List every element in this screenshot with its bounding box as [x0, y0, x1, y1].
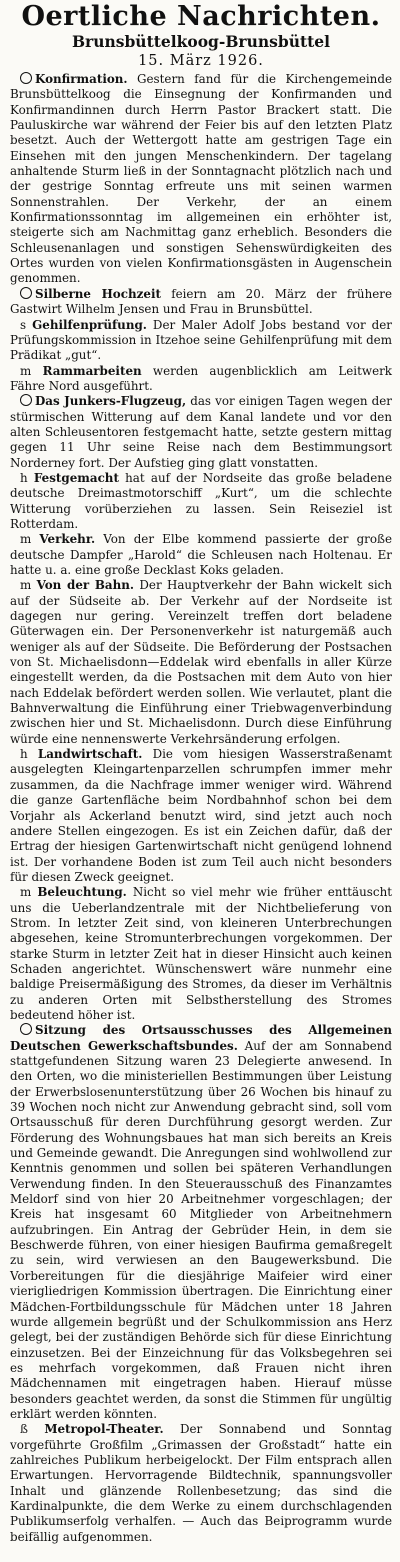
item-text: Auf der am Sonnabend stattgefundenen Sitzung waren 23 Delegierte anwesend. In den Orten, wo die ministeriellen Bestimmungen über Leistung der Erwerbslosenunterstützung über 26 Wochen bis hinauf zu 39 Wochen noch nicht zur Anwendung gebracht sind, soll vom Ortsausschuß für deren Durchführung gesorgt werden. Zur Förderung des Wohnungsbaues hat man sich bereits an Kreis und Gemeinde gewandt. Die Anregungen sind wohlwollend zur Kenntnis genommen und sollen bei späteren Verhandlungen Verwendung finden. In den Steuerausschuß des Finanzamtes Meldorf sind von hier 20 Arbeitnehmer vorgeschlagen; der Kreis hat insgesamt 60 Mitglieder von Arbeitnehmern aufzubringen. Ein Antrag der Gebrüder Hein, in dem sie Beschwerde führen, von einer hiesigen Baufirma gemaßregelt zu sein, wird verwiesen an den Baugewerksbund. Die Vorbereitungen für die diesjährige Maifeier wird einer vierigliedrigen Kommission übertragen. Die Einrichtung einer Mädchen-Fortbildungsschule für Mädchen unter 18 Jahren wurde allgemein begrüßt und der Schulkommission ans Herz gelegt, bei der zuständigen Behörde sich für diese Einrichtung einzusetzen. Bei der Einzeichnung für das Volksbegehren sei es mehrfach vorgekommen, daß Frauen nicht ihren Mädchennamen mit eingetragen haben. Hierauf müsse besonders geachtet werden, da sonst die Stimmen für ungültig erklärt werden könnten.: [10, 1038, 393, 1421]
circle-bullet-icon: [20, 394, 32, 406]
item-heading: Landwirtschaft.: [37, 747, 143, 762]
item-heading: Sitzung des Ortsausschusses des Allgemeinen Deutschen Gewerkschaftsbundes.: [10, 1023, 392, 1053]
item-text: feiern am 20. März der frühere Gastwirt Wilhelm Jensen und Frau in Brunsbüttel.: [10, 286, 392, 317]
circle-bullet-icon: [20, 1023, 32, 1035]
news-item: [10, 72, 392, 287]
item-marker: ß: [20, 1422, 45, 1437]
news-item: [10, 318, 392, 364]
masthead: [10, 2, 392, 70]
item-marker: m: [20, 885, 38, 900]
item-text: Der Maler Adolf Jobs bestand vor der Prüfungskommission in Itzehoe seine Gehilfenprüfung mit dem Prädikat „gut“.: [10, 317, 392, 363]
news-item: [10, 364, 392, 395]
locality-subtitle: Brunsbüttelkoog-Brunsbüttel: [71, 32, 331, 51]
news-item: [10, 1023, 392, 1422]
circle-bullet-icon: [20, 287, 32, 299]
news-item: [10, 885, 392, 1023]
circle-bullet-icon: [20, 72, 32, 84]
item-heading: Verkehr.: [39, 532, 96, 547]
item-marker: h: [20, 747, 38, 762]
item-heading: Von der Bahn.: [36, 578, 135, 593]
news-item: [10, 747, 392, 885]
item-text: Gestern fand für die Kirchengemeinde Brunsbüttelkoog die Einsegnung der Konfirmanden und Konfirmandinnen durch Herrn Pastor Brackert statt. Die Pauluskirche war während der Feier bis auf den letzten Platz besetzt. Auch der Wettergott hatte am gestrigen Tage ein Einsehen mit den jungen Menschenkindern. Der tagelang anhaltende Sturm ließ in der Sonntagnacht plötzlich nach und der gestrige Sonntag erfreute uns mit seinen warmen Sonnenstrahlen. Der Verkehr, der an einem Konfirmationssonntag im allgemeinen ein erhöhter ist, steigerte sich am Nachmittag ganz erheblich. Besonders die Schleusenanlagen und sonstigen Sehenswürdigkeiten des Ortes wurden von vielen Konfirmationsgästen in Augenschein genommen.: [10, 72, 392, 286]
item-marker: m: [20, 578, 37, 593]
item-text: Von der Elbe kommend passierte der große deutsche Dampfer „Harold“ die Schleusen nach Holtenau. Er hatte u. a. eine große Decklast Koks geladen.: [10, 532, 392, 577]
news-item: [10, 578, 392, 747]
news-item: [10, 471, 392, 532]
item-heading: Silberne Hochzeit: [35, 286, 161, 301]
item-heading: Beleuchtung.: [37, 885, 127, 900]
news-item: [10, 394, 392, 471]
item-text: Der Hauptverkehr der Bahn wickelt sich auf der Südseite ab. Der Verkehr auf der Nordseite ist dagegen nur gering. Vereinzelt treffen dort beladene Güterwagen ein. Der Personenverkehr ist naturgemäß auch weniger als auf der Südseite. Die Beförderung der Postsachen von St. Michaelisdonn—Eddelak wird ebenfalls in aller Kürze eingestellt werden, da die Postsachen mit dem Auto von hier nach Eddelak befördert werden sollen. Wie verlautet, plant die Bahnverwaltung die Einführung einer Triebwagenverbindung zwischen hier und St. Michaelisdonn. Durch diese Einführung würde eine nennenswerte Verkehrsänderung erfolgen.: [10, 578, 392, 746]
item-text: hat auf der Nordseite das große beladene deutsche Dreimastmotorschiff „Kurt“, um die schlechte Witterung vorüberziehen zu lassen. Sein Reiseziel ist Rotterdam.: [10, 470, 392, 531]
news-item: [10, 532, 392, 578]
item-text: Nicht so viel mehr wie früher enttäuscht uns die Ueberlandzentrale mit der Nichtbelieferung von Strom. In letzter Zeit sind, von kleineren Unterbrechungen abgesehen, keine Stromunterbrechungen vorgekommen. Der starke Sturm in letzter Zeit hat in dieser Hinsicht auch keinen Schaden angerichtet. Wünschenswert wäre nunmehr eine baldige Preisermäßigung des Stromes, da dieser im Verhältnis zu anderen Orten mit Selbstherstellung des Stromes bedeutend höher ist.: [10, 885, 393, 1022]
news-item: [10, 1422, 392, 1545]
item-marker: s: [20, 317, 33, 332]
item-marker: m: [20, 532, 40, 547]
item-marker: h: [20, 470, 34, 485]
item-heading: Rammarbeiten: [42, 363, 142, 378]
item-heading: Festgemacht: [33, 470, 119, 485]
item-text: das vor einigen Tagen wegen der stürmischen Witterung auf dem Kanal landete und vor den alten Schleusentoren festgemacht hatte, setzte gestern mittag gegen 11 Uhr seine Reise nach dem Bestimmungsort Norderney fort. Der Aufstieg ging glatt vonstatten.: [10, 394, 392, 470]
item-heading: Konfirmation.: [35, 72, 128, 86]
item-heading: Metropol-Theater.: [44, 1422, 164, 1437]
page-title: Oertliche Nachrichten.: [21, 1, 381, 32]
item-text: Die vom hiesigen Wasserstraßenamt ausgelegten Kleingartenparzellen schrumpfen immer mehr zusammen, da die Nachfrage immer weniger wird. Während die ganze Gartenfläche beim Nordbahnhof schon bei dem Vorjahr als Ackerland benutzt wird, sind jetzt auch noch andere Stellen eingezogen. Es ist ein Zeichen dafür, daß der Ertrag der hiesigen Gartenwirtschaft nicht genügend lohnend ist. Der vorhandene Boden ist zum Teil auch nicht besonders für diesen Zweck geeignet.: [10, 747, 392, 884]
item-heading: Gehilfenprüfung.: [32, 317, 147, 332]
item-text: werden augenblicklich am Leitwerk Fähre Nord ausgeführt.: [10, 363, 392, 393]
item-heading: Das Junkers-Flugzeug,: [35, 394, 187, 409]
dateline: 15. März 1926.: [138, 53, 264, 69]
item-text: Der Sonnabend und Sonntag vorgeführte Großfilm „Grimassen der Großstadt“ hatte ein zahlreiches Publikum herbeigelockt. Der Film entsprach allen Erwartungen. Hervorragende Bildtechnik, spannungsvoller Inhalt und glänzende Rollenbesetzung; das sind die Kardinalpunkte, die dem Werke zu einem durchschlagenden Publikumserfolg verhalfen. — Auch das Beiprogramm wurde beifällig aufgenommen.: [10, 1422, 393, 1544]
item-marker: m: [20, 363, 43, 378]
news-item: [10, 287, 392, 318]
article-list: [10, 72, 392, 1545]
